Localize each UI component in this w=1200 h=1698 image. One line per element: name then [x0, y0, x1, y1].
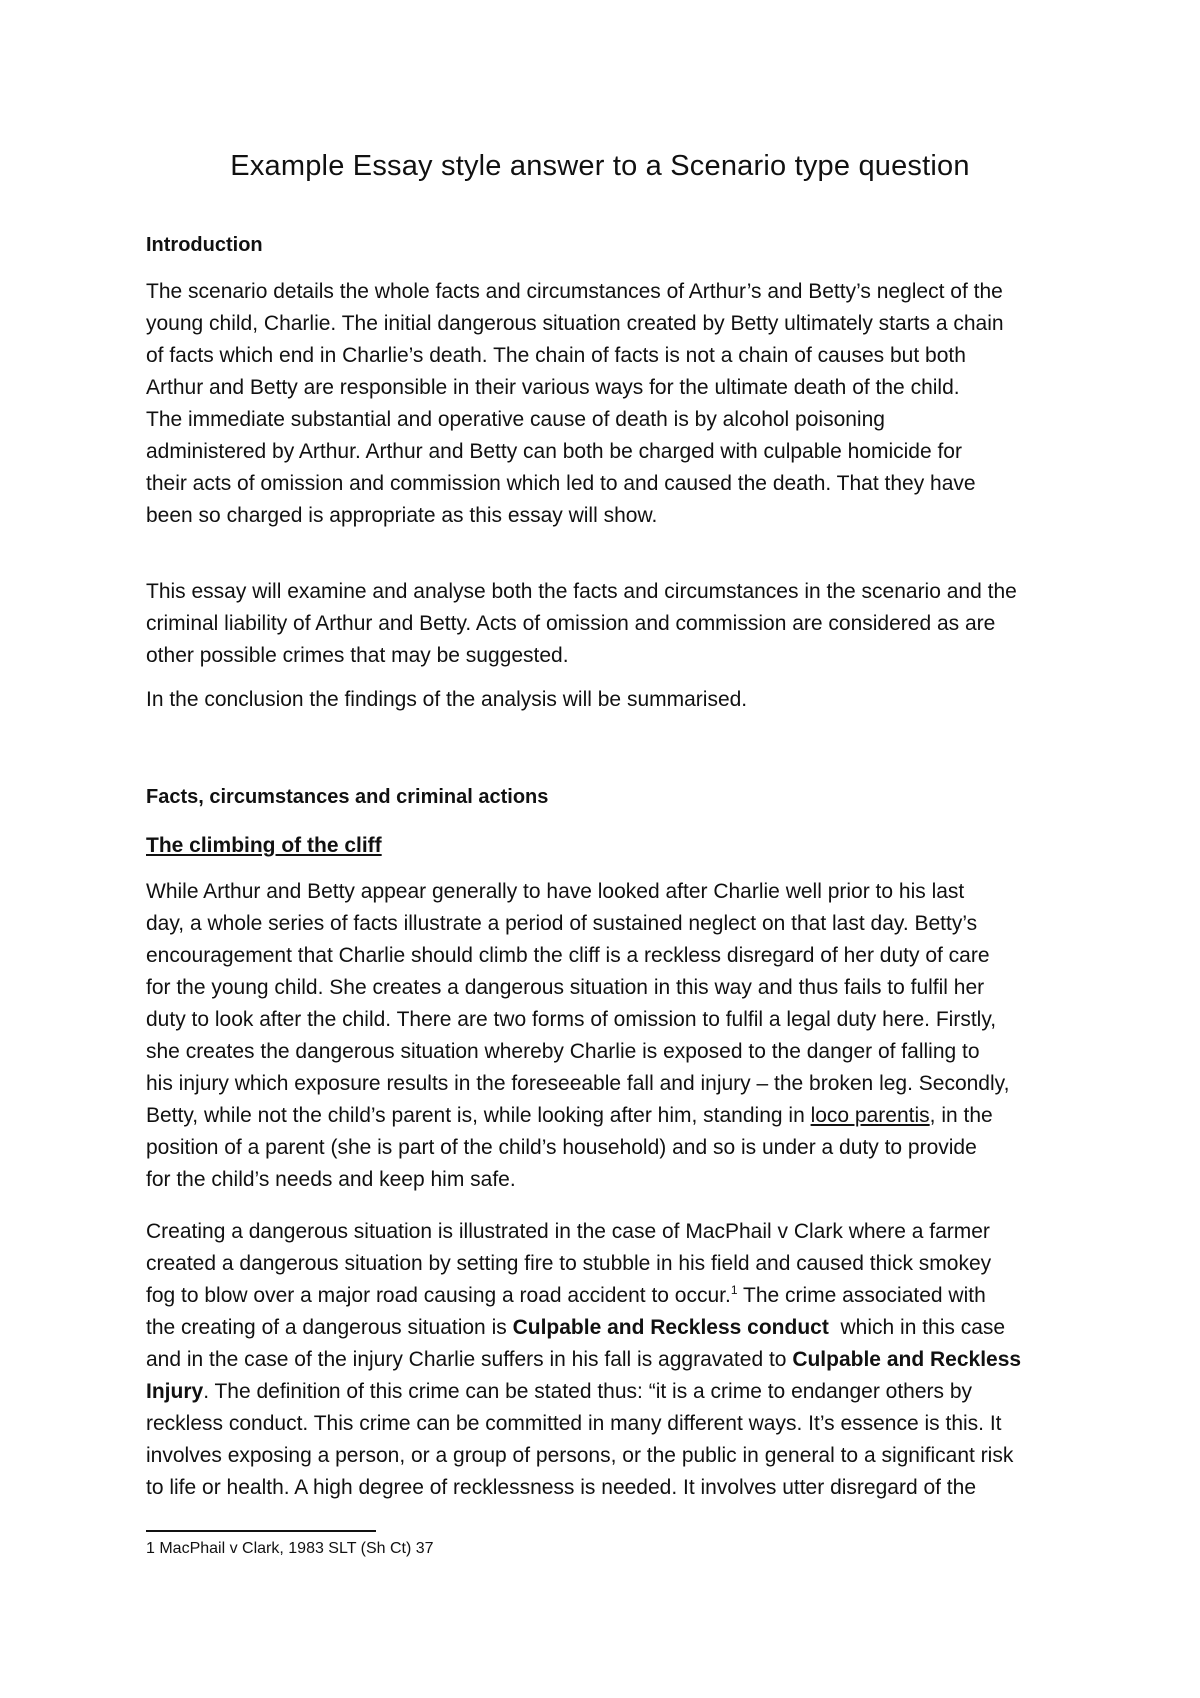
text-line: to life or health. A high degree of recklessness is needed. It involves utter disregard of the [146, 1476, 976, 1499]
text-line: for the young child. She creates a dangerous situation in this way and thus fails to fulfil her [146, 976, 985, 999]
latin-term-loco-parentis: loco parentis [810, 1104, 930, 1127]
text-line: administered by Arthur. Arthur and Betty can both be charged with culpable homicide for [146, 440, 962, 463]
text-line: their acts of omission and commission which led to and caused the death. That they have [146, 472, 976, 495]
text-line: other possible crimes that may be suggested. [146, 644, 569, 667]
text-line: for the child’s needs and keep him safe. [146, 1168, 516, 1191]
crime-name-culpable-reckless-conduct: Culpable and Reckless conduct [512, 1316, 829, 1339]
text-run: The crime associated with [737, 1284, 986, 1307]
text-line: The scenario details the whole facts and circumstances of Arthur’s and Betty’s neglect of the [146, 280, 1003, 303]
subheading-climbing-of-the-cliff: The climbing of the cliff [146, 834, 382, 857]
text-line: position of a parent (she is part of the child’s household) and so is under a duty to provide [146, 1136, 977, 1159]
text-line: criminal liability of Arthur and Betty. Acts of omission and commission are considered as are [146, 612, 996, 635]
facts-paragraph-2 [146, 1216, 1066, 1504]
text-run: the creating of a dangerous situation is [146, 1316, 513, 1339]
text-line [146, 1100, 1066, 1132]
text-line: While Arthur and Betty appear generally to have looked after Charlie well prior to his last [146, 880, 965, 903]
text-run: which in this case [828, 1316, 1006, 1339]
text-line: his injury which exposure results in the foreseeable fall and injury – the broken leg. Secondly, [146, 1072, 1010, 1095]
text-line [146, 1344, 1066, 1376]
text-line: reckless conduct. This crime can be committed in many different ways. It’s essence is this. It [146, 1412, 1002, 1435]
text-line: In the conclusion the findings of the analysis will be summarised. [146, 688, 748, 711]
text-line: Arthur and Betty are responsible in their various ways for the ultimate death of the child. [146, 376, 960, 399]
text-run: , in the [929, 1104, 993, 1127]
footnote-reference: 1 [730, 1283, 738, 1297]
footnote: 1 MacPhail v Clark, 1983 SLT (Sh Ct) 37 [146, 1540, 434, 1557]
text-line: The immediate substantial and operative cause of death is by alcohol poisoning [146, 408, 885, 431]
text-run: . The definition of this crime can be stated thus: “it is a crime to endanger others by [203, 1380, 973, 1403]
heading-facts: Facts, circumstances and criminal actions [146, 786, 549, 808]
text-line: created a dangerous situation by setting fire to stubble in his field and caused thick smokey [146, 1252, 992, 1275]
text-line [146, 1376, 1066, 1408]
text-line: This essay will examine and analyse both the facts and circumstances in the scenario and the [146, 580, 1017, 603]
text-line: duty to look after the child. There are two forms of omission to fulfil a legal duty here. Firstly, [146, 1008, 997, 1031]
text-run: and in the case of the injury Charlie suffers in his fall is aggravated to [146, 1348, 793, 1371]
text-line: she creates the dangerous situation whereby Charlie is exposed to the danger of falling to [146, 1040, 980, 1063]
document-title: Example Essay style answer to a Scenario type question [230, 150, 970, 182]
text-line: encouragement that Charlie should climb the cliff is a reckless disregard of her duty of care [146, 944, 990, 967]
text-line: young child, Charlie. The initial dangerous situation created by Betty ultimately starts a chain [146, 312, 1004, 335]
text-line [146, 1312, 1066, 1344]
facts-paragraph-1 [146, 876, 1066, 1196]
introduction-paragraph-3 [146, 684, 1066, 716]
text-line [146, 1280, 1066, 1312]
text-run: Betty, while not the child’s parent is, while looking after him, standing in [146, 1104, 811, 1127]
crime-name-injury: Injury [146, 1380, 204, 1403]
text-line: day, a whole series of facts illustrate a period of sustained neglect on that last day. Betty’s [146, 912, 978, 935]
text-line: involves exposing a person, or a group of persons, or the public in general to a significant risk [146, 1444, 1014, 1467]
crime-name-culpable-reckless: Culpable and Reckless [792, 1348, 1022, 1371]
text-run: fog to blow over a major road causing a road accident to occur. [146, 1284, 731, 1307]
text-line: been so charged is appropriate as this essay will show. [146, 504, 658, 527]
introduction-paragraph-1 [146, 276, 1066, 532]
text-line: Creating a dangerous situation is illustrated in the case of MacPhail v Clark where a farmer [146, 1220, 990, 1243]
text-line: of facts which end in Charlie’s death. The chain of facts is not a chain of causes but both [146, 344, 966, 367]
introduction-paragraph-2 [146, 576, 1066, 672]
footnote-separator [146, 1530, 376, 1532]
heading-introduction: Introduction [146, 234, 263, 256]
